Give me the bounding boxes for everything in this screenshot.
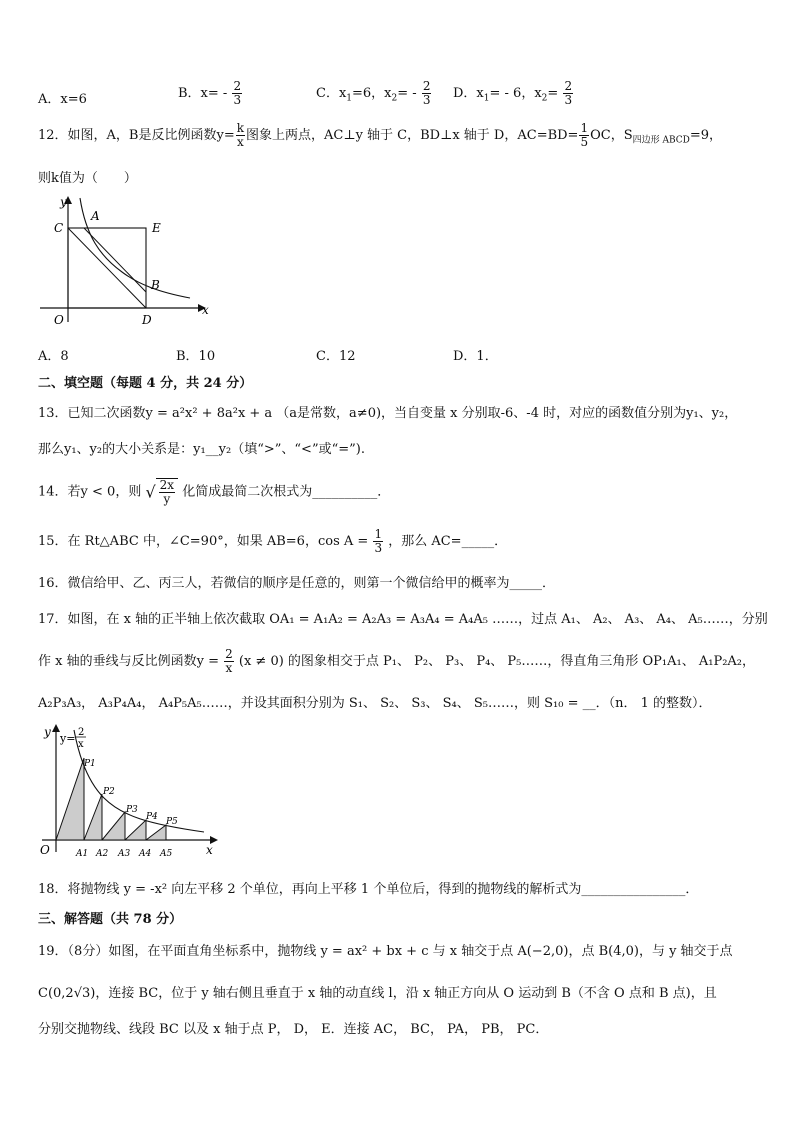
q12-option-c: C．12	[316, 349, 356, 364]
q17-label-p1: P1	[84, 759, 96, 769]
q19-line2: C(0,2√3)，连接 BC，位于 y 轴右侧且垂直于 x 轴的动直线 l，沿 x 轴正方向从 O 运动到 B（不含 O 点和 B 点)，且	[38, 986, 717, 1001]
q17-label-func: y=	[60, 732, 76, 745]
q12-option-b: B．10	[176, 349, 216, 364]
q17-line3: A₂P₃A₃， A₃P₄A₄， A₄P₅A₅……，并设其面积分别为 S₁、 S₂、 S₃、 S₄、 S₅……，则 S₁₀ = __．（n． 1 的整数）．	[38, 696, 712, 711]
q17-label-a5: A5	[160, 849, 173, 859]
q17-label-func-num: 2	[78, 727, 85, 738]
q17-y-arrow	[52, 724, 60, 732]
q17-figure	[38, 722, 228, 864]
q12-label-e: E	[152, 221, 161, 235]
q17-label-a3: A3	[118, 849, 131, 859]
q13-line1: 13．已知二次函数y = a²x² + 8a²x + a （a是常数，a≠0)，当自变量 x 分别取-6、-4 时，对应的函数值分别为y₁、y₂，	[38, 406, 738, 421]
q12-option-a: A．8	[38, 349, 69, 364]
q17-label-p2: P2	[103, 787, 115, 797]
q17-line2: 作 x 轴的垂线与反比例函数y = $\frac{2}{x}$ (x ≠ 0) 的图象相交于点 P₁、 P₂、 P₃、 P₄、 P₅……，得直角三角形 OP₁A₁、 A₁P₂A₂，	[38, 647, 756, 675]
q17-label-y: y	[44, 725, 51, 739]
q19-line3: 分别交抛物线、线段 BC 以及 x 轴于点 P， D， E．连接 AC， BC， PA， PB， PC．	[38, 1022, 549, 1037]
q12-label-c: C	[54, 221, 64, 235]
q12-option-d: D．1．	[453, 349, 498, 364]
q12-segment-ab	[84, 228, 146, 292]
q11-option-d: D．$x_1= - 6$，$x_2=$ $\frac{2}{3}$	[453, 79, 573, 107]
q15: 15．在 Rt△ABC 中，∠C=90°，如果 AB=6，cos A = $\frac{1}{3}$ ，那么 AC=_____．	[38, 527, 508, 555]
q17-label-a1: A1	[76, 849, 89, 859]
q12-label-y: y	[60, 195, 67, 209]
q13-line2: 那么y₁、y₂的大小关系是：y₁__y₂（填“>”、“<”或“=”).	[38, 442, 365, 457]
q11-option-a: A．x=6	[38, 92, 87, 107]
q17-triangle-4	[125, 820, 146, 840]
q17-label-p5: P5	[166, 817, 178, 827]
q17-label-p3: P3	[126, 805, 138, 815]
q17-triangle-1	[56, 758, 84, 840]
q12-label-a: A	[91, 209, 100, 223]
q16: 16．微信给甲、乙、丙三人，若微信的顺序是任意的，则第一个微信给甲的概率为_____．	[38, 576, 556, 591]
section-fill-in-heading: 二、填空题（每题 4 分，共 24 分）	[38, 376, 253, 391]
q12-segment-cd	[68, 228, 146, 308]
q17-label-p4: P4	[146, 812, 158, 822]
q12-label-x: x	[202, 303, 209, 317]
q12-figure	[38, 192, 218, 332]
q17-label-a4: A4	[139, 849, 152, 859]
q17-line1: 17．如图，在 x 轴的正半轴上依次截取 OA₁ = A₁A₂ = A₂A₃ = A₃A₄ = A₄A₅ ……，过点 A₁、 A₂、 A₃、 A₄、 A₅……，分别	[38, 612, 768, 627]
q12-label-o: O	[54, 313, 64, 327]
q19-line1: 19．（8分）如图，在平面直角坐标系中，抛物线 y = ax² + bx + c 与 x 轴交于点 A(−2,0)，点 B(4,0)，与 y 轴交于点	[38, 944, 733, 959]
q17-label-o: O	[40, 843, 50, 857]
q17-triangle-5	[146, 825, 166, 840]
q17-label-x: x	[206, 843, 213, 857]
q11-option-c: C．$x_1=6$，$x_2=$ - $\frac{2}{3}$	[316, 79, 431, 107]
section-solve-heading: 三、解答题（共 78 分）	[38, 912, 183, 927]
q14: 14．若y < 0，则 √ $\frac{2x}{y}$ 化简成最简二次根式为__________．	[38, 478, 391, 506]
q17-triangle-2	[84, 794, 102, 840]
q12-label-b: B	[151, 278, 160, 292]
q17-label-a2: A2	[96, 849, 109, 859]
q12-label-d: D	[142, 313, 152, 327]
q12-stem-line1: 12．如图，A，B是反比例函数y= $\frac{k}{x}$ 图象上两点，AC⊥y 轴于 C，BD⊥x 轴于 D，AC=BD= $\frac{1}{5}$ OC，$S_{四边形 ABCD}=9$，	[38, 121, 723, 149]
q17-triangle-3	[102, 812, 125, 840]
q17-label-func-den: x	[78, 739, 84, 750]
q12-stem-line2: 则k值为（ ）	[38, 171, 137, 186]
q18: 18．将抛物线 y = -x² 向左平移 2 个单位，再向上平移 1 个单位后，得到的抛物线的解析式为________________．	[38, 882, 699, 897]
q11-option-b: B．x= - $\frac{2}{3}$	[178, 79, 242, 107]
